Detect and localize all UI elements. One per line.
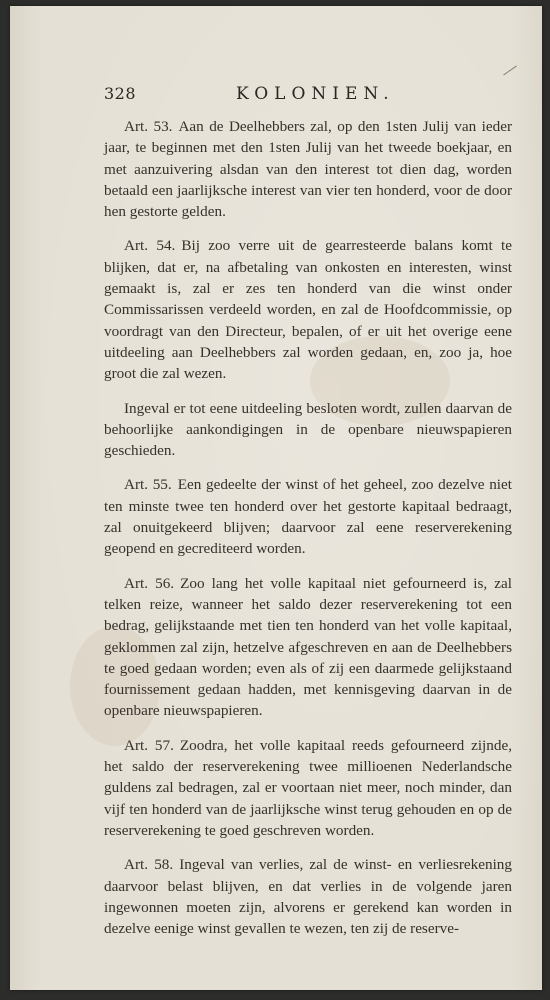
page-number: 328 [104,84,137,103]
paragraph-text: Een gedeelte der winst of het geheel, zoo dezelve niet ten minste twee ten honderd over het gestorte kapitaal bedraagt, zal onuitgekeerd blijven; daarvoor zal eene reserverekening geopend en gecrediteerd worden. [104,476,512,558]
pencil-mark [503,66,517,76]
article-number: Art. 54. [124,237,176,255]
paragraph-text: Aan de Deelhebbers zal, op den 1sten Julij van ieder jaar, te beginnen met den 1sten Julij van het tweede boekjaar, en met aanzuivering alsdan van den interest tot dien dag, worden betaald een jaarlijksche interest van vier ten honderd, voor de door hen gestorte gelden. [104,118,513,221]
paragraph-art-54 [104,235,512,384]
article-number: Art. 58. [124,856,174,874]
paragraph-art-56 [104,573,512,722]
paragraph-art-58 [104,854,512,939]
paragraph-text: Bij zoo verre uit de gearresteerde balans komt te blijken, dat er, na afbetaling van onkosten en interesten, winst gemaakt is, zal er zes ten honderd van die winst onder Commissarissen verdeeld worden, en zal de Hoofdcommissie, op voordragt van den Directeur, bepalen, of er uit het overige eene uitdeeling aan Deelhebbers zal worden gedaan, en, zoo ja, hoe groot die zal wezen. [104,237,512,383]
body-text [104,116,512,952]
running-title: KOLONIEN. [236,84,395,104]
paragraph-text: Zoo lang het volle kapitaal niet gefourneerd is, zal telken reize, wanneer het saldo dezer reserverekening tot een bedrag, gelijkstaande met tien ten honderd van het volle kapitaal, geklommen zal zijn, hetzelve afgeschreven en aan de Deelhebbers te goed gedaan worden; even als of zij een daarmede gelijkstaand fournissement gedaan hadden, met kennisgeving daarvan in de openbare nieuwspapieren. [104,574,512,720]
article-number: Art. 53. [124,118,173,135]
article-number: Art. 56. [124,574,175,592]
page-header [104,84,520,108]
paragraph-text: Ingeval van verlies, zal de winst- en verliesrekening daarvoor belast blijven, en dat verlies in de volgende jaren ingewonnen moeten zijn, alvorens er gerekend kan worden in dezelve eenige winst gevallen te wezen, ten zij de reserve- [104,856,512,938]
paragraph-text: Ingeval er tot eene uitdeeling besloten wordt, zullen daarvan de behoorlijke aankondigingen in de openbare nieuwspapieren geschieden. [104,399,512,460]
paragraph-text: Zoodra, het volle kapitaal reeds gefourneerd zijnde, het saldo der reserverekening twee millioenen Nederlandsche guldens zal bedragen, zal er voortaan niet meer, noch minder, dan vijf ten honderd van de jaarlijksche winst terug gehouden en op de reserverekening te goed geschreven worden. [104,736,512,839]
paragraph-art-57 [104,735,512,841]
article-number: Art. 57. [124,736,174,754]
paragraph-uitdeeling [104,398,512,462]
paragraph-art-53 [104,116,512,222]
article-number: Art. 55. [124,476,172,494]
paragraph-art-55 [104,474,512,559]
